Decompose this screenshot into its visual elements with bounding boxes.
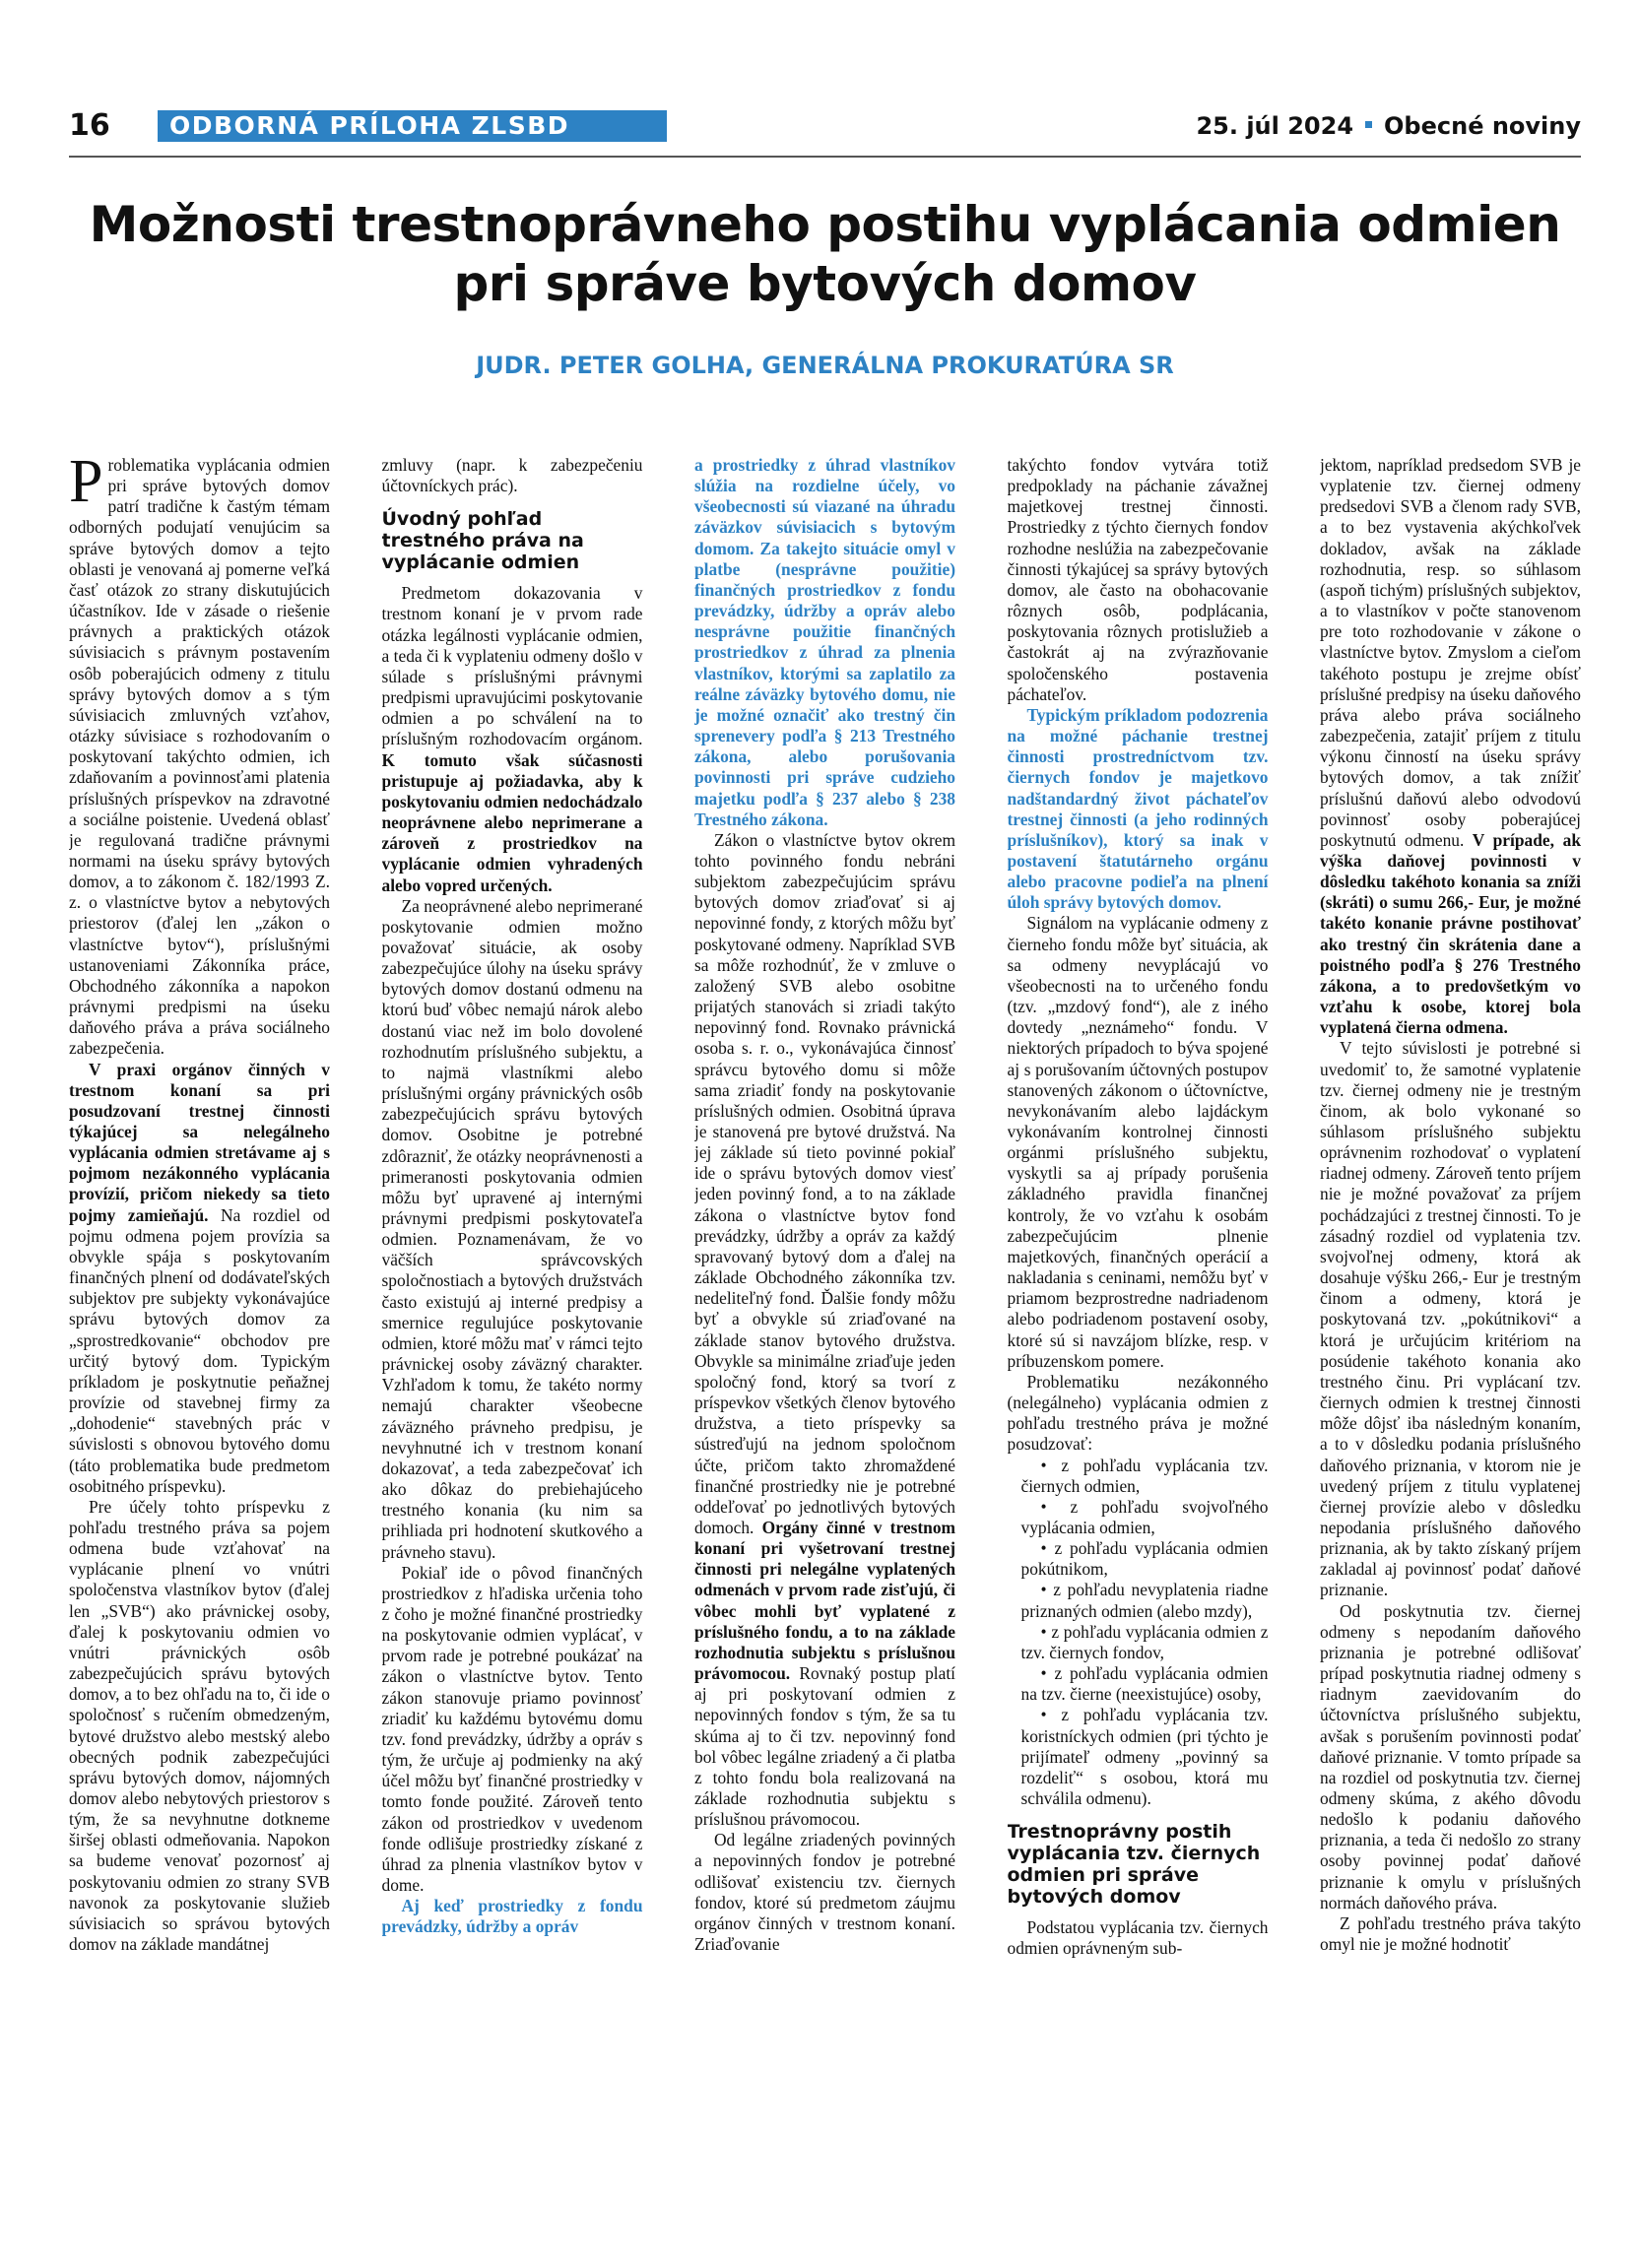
separator-square-icon [1365,121,1372,128]
highlighted-paragraph: Aj keď prostriedky z fondu prevádzky, údržby a opráv [381,1896,643,1937]
column-5 [1320,455,1581,2218]
paragraph: Od legálne zriadených povinných a nepovinných fondov je potrebné odlišovať existenciu tzv. čiernych fondov, ktoré sú predmetom záujmu orgánov činných v trestnom konaní. Zriaďovanie [694,1830,955,1955]
list-item: • z pohľadu svojvoľného vyplácania odmien, [1020,1496,1269,1537]
list-item: • z pohľadu vyplácania tzv. čiernych odmien, [1020,1455,1269,1496]
paragraph: takýchto fondov vytvára totiž predpoklady na páchanie závažnej majetkovej trestnej činnosti. Prostriedky z týchto čiernych fondov rozhodne neslúžia na zabezpečovanie činnosti týkajúcej sa správy bytových domov, ale často na obohacovanie rôznych osôb, podplácania, poskytovania rôznych protislužieb a častokrát aj na zvýrazňovanie spoločenského postavenia páchateľov. [1007,455,1269,704]
paragraph: Signálom na vyplácanie odmeny z čierneho fondu môže byť situácia, ak sa odmeny nevyplácajú vo všeobecnosti na to určeného fondu (tzv. „mzdový fond“), ale z iného dovtedy „neznámeho“ fondu. V niektorých prípadoch to býva spojené aj s porušovaním účtovných postupov stanovených zákonom o účtovníctve, nevykonávaním alebo lajdáckym vykonávaním kontrolnej činnosti orgánmi príslušného subjektu, vyskytli sa aj prípady porušenia základného pravidla finančnej kontroly, že vo vzťahu k osobám zabezpečujúcim plnenie majetkových, finančných operácií a nakladania s ceninami, nemôžu byť v priamom bezprostredne nadriadenom alebo podriadenom postavení osoby, ktoré sú si navzájom blízke, resp. v príbuzenskom pomere. [1007,913,1269,1371]
paragraph: Pokiaľ ide o pôvod finančných prostriedkov z hľadiska určenia toho z čoho je možné finančné prostriedky na poskytovanie odmien vyplácať, v prvom rade je potrebné poukázať na zákon o vlastníctve bytov. Tento zákon stanovuje priamo povinnosť zriadiť ku každému bytovému domu tzv. fond prevádzky, údržby a opráv s tým, že určuje aj podmienky na aký účel môžu byť finančné prostriedky v tomto fonde použité. Zároveň tento zákon od prostriedkov v uvedenom fonde odlišuje prostriedky získané z úhrad za plnenia vlastníkov bytov v dome. [381,1562,643,1895]
paragraph: zmluvy (napr. k zabezpečeniu účtovníckych prác). [381,455,643,496]
list-item: • z pohľadu vyplácania odmien pokútnikom, [1020,1538,1269,1580]
subheading: Úvodný pohľad trestného práva na vyplácanie odmien [381,508,584,574]
paragraph: V tejto súvislosti je potrebné si uvedomiť to, že samotné vyplatenie tzv. čiernej odmeny nie je trestným činom, ak bolo vykonané so súhlasom príslušného subjektu oprávnenim rozhodovať o vyplatení riadnej odmeny. Zároveň tento príjem nie je možné považovať za príjem pochádzajúci z trestnej činnosti. To je zásadný rozdiel od vyplatenia tzv. svojvoľnej odmeny, ktorá ak dosahuje výšku 266,- Eur je trestným činom a odmeny, ktorá je poskytovaná tzv. „pokútnikovi“ a ktorá je určujúcim kritériom na posúdenie takéhoto konania ako trestného činu. Pri vyplácaní tzv. čiernych odmien k trestnej činnosti môže dôjsť iba následným konaním, a to v dôsledku podania príslušného daňového priznania, v ktorom nie je uvedený príjem z titulu vyplatenej čiernej provízie alebo v dôsledku nepodania príslušného daňového priznania, ak by takto získaný príjem zakladal aj povinnosť podať daňové priznanie. [1320,1038,1581,1600]
issue-date: 25. júl 2024 [1196,112,1354,140]
column-3 [694,455,955,2218]
paragraph: Problematika vyplácania odmien pri správe bytových domov patrí tradične k častým témam odborných podujatí venujúcim sa správe bytových domov a tejto oblasti je venovaná aj pomerne veľká časť otázok zo strany diskutujúcich účastníkov. Ide v zásade o riešenie právnych a praktických otázok súvisiacich s právnym postavením osôb poberajúcich odmeny z titulu správy bytových domov a s tým súvisiacich zmluvných vzťahov, otázky súvisiace s rozhodovaním o poskytovaní takýchto odmien, ich zdaňovaním a povinnosťami platenia príslušných príspevkov na zdravotné a sociálne poistenie. Uvedená oblasť je regulovaná tradične právnymi normami na úseku správy bytových domov, a to zákonom č. 182/1993 Z. z. o vlastníctve bytov a nebytových priestorov (ďalej len „zákon o vlastníctve bytov“), príslušnými ustanoveniami Zákonníka práce, Obchodného zákonníka a napokon právnymi predpismi na úseku daňového práva a práva sociálneho zabezpečenia. [69,455,330,1059]
paragraph: Podstatou vyplácania tzv. čiernych odmien oprávneným sub- [1007,1917,1269,1959]
paragraph: jektom, napríklad predsedom SVB je vyplatenie tzv. čiernej odmeny predsedovi SVB a členom rady SVB, a to bez vystavenia akýchkoľvek dokladov, avšak na základe rozhodnutia, resp. so súhlasom (aspoň tichým) príslušných subjektov, a to vlastníkov v počte stanovenom pre toto rozhodovanie v zákone o vlastníctve bytov. Zmyslom a cieľom takéhoto postupu je zrejme obísť príslušné predpisy na úseku daňového práva alebo práva sociálneho zabezpečenia, zatajiť príjem z titulu výkonu činností na úseku správy bytových domov, a tak znížiť príslušnú daňovú alebo odvodovú povinnosť osoby poberajúcej poskytnutú odmenu. V prípade, ak výška daňovej povinnosti v dôsledku takéhoto konania sa zníži (skráti) o sumu 266,- Eur, je možné takéto konanie právne postihovať ako trestný čin skrátenia dane a poistného podľa § 276 Trestného zákona, a to predovšetkým vo vzťahu k osobe, ktorej bola vyplatená čierna odmena. [1320,455,1581,1038]
highlighted-paragraph: a prostriedky z úhrad vlastníkov slúžia na rozdielne účely, vo všeobecnosti sú viazané na úhradu záväzkov súvisiacich s bytovým domom. Za takejto situácie omyl v platbe (nesprávne použitie) finančných prostriedkov z fondu prevádzky, údržby a opráv alebo nesprávne použitie finančných prostriedkov z úhrad za plnenia vlastníkov, ktorými sa zaplatilo za reálne záväzky bytového domu, nie je možné označiť ako trestný čin sprenevery podľa § 213 Trestného zákona, alebo porušovania povinnosti pri správe cudzieho majetku podľa § 237 alebo § 238 Trestného zákona. [694,455,955,829]
publication-name: Obecné noviny [1384,112,1581,140]
paragraph: Problematiku nezákonného (nelegálneho) vyplácania odmien z pohľadu trestného práva je možné posudzovať: [1007,1371,1269,1455]
issue-info [1196,108,1581,144]
column-2 [382,455,643,2218]
section-banner: ODBORNÁ PRÍLOHA ZLSBD [158,110,667,142]
paragraph: Pre účely tohto príspevku z pohľadu trestného práva sa pojem odmena bude vzťahovať na vyplácanie plnení vo vnútri spoločenstva vlastníkov bytov (ďalej len „SVB“) ako právnickej osoby, ďalej k poskytovaniu odmien vo vnútri právnických osôb zabezpečujúcich správu bytových domov, a to bez ohľadu na to, či ide o spoločnosť s ručením obmedzeným, bytové družstvo alebo mestský alebo obecných podnik zabezpečujúci správu bytových domov, nájomných domov alebo nebytových priestorov s tým, že sa nevyhnutne dotkneme širšej oblasti odmeňovania. Napokon sa budeme venovať pozornosť aj poskytovaniu odmien zo strany SVB navonok za poskytovanie služieb súvisiacich so správou bytových domov na základe mandátnej [69,1496,330,1955]
paragraph: V praxi orgánov činných v trestnom konaní sa pri posudzovaní trestnej činnosti týkajúcej sa nelegálneho vyplácania odmien stretávame aj s pojmom nezákonného vyplácania provízií, pričom niekedy sa tieto pojmy zamieňajú. Na rozdiel od pojmu odmena pojem provízia sa obvykle spája s poskytovaním finančných plnení od dodávateľských subjektov pre subjekty vykonávajúce správu bytových domov za „sprostredkovanie“ obchodov pre určitý bytový dom. Typickým príkladom je poskytnutie peňažnej provízie od stavebnej firmy za „dohodenie“ stavebných prác v súvislosti s obnovou bytového domu (táto problematika bude predmetom osobitného príspevku). [69,1059,330,1496]
list-item: • z pohľadu vyplácania odmien na tzv. čierne (neexistujúce) osoby, [1020,1663,1269,1705]
header-rule [69,156,1581,158]
column-4 [1008,455,1269,2218]
article-body [69,455,1581,2218]
paragraph: Zákon o vlastníctve bytov okrem tohto povinného fondu nebráni subjektom zabezpečujúcim správu bytových domov zriaďovať si aj nepovinné fondy, z ktorých môžu byť poskytované odmeny. Napríklad SVB sa môže rozhodnúť, že v zmluve o založený SVB alebo osobitne prijatých stanovách si zriadi takýto nepovinný fond. Rovnako právnická osoba s. r. o., vykonávajúca činnosť správcu bytového domu si môže sama zriadiť fondy na poskytovanie príslušných odmien. Osobitná úprava je stanovená pre bytové družstvá. Na jej základe sú tieto povinné pokiaľ ide o správu bytových domov viesť jeden povinný fond, a to na základe zákona o vlastníctve bytov fond prevádzky, údržby a opráv za každý spravovaný bytový dom a ďalej na základe Obchodného zákonníka tzv. nedeliteľný fond. Ďalšie fondy môžu byť a obvykle sú zriaďované na základe stanov bytového družstva. Obvykle sa minimálne zriaďuje jeden spoločný fond, ktorý sa tvorí z príspevkov všetkých členov bytového družstva, a tieto príspevky sa sústreďujú na jednom spoločnom účte, pričom takto zhromaždené finančné prostriedky nie je potrebné oddeľovať po jednotlivých bytových domoch. Orgány činné v trestnom konaní pri vyšetrovaní trestnej činnosti pri nelegálne vyplatených odmenách v prvom rade zisťujú, či vôbec mohli byť vyplatené z príslušného fondu, a to na základe rozhodnutia subjektu s príslušnou právomocou. Rovnaký postup platí aj pri poskytovaní odmien z nepovinných fondov s tým, že sa tu skúma aj to či tzv. nepovinný fond bol vôbec legálne zriadený a či platba z tohto fondu bola realizovaná na základe rozhodnutia subjektu s príslušnou právomocou. [694,829,955,1830]
paragraph: Za neoprávnené alebo neprimerané poskytovanie odmien možno považovať situácie, ak osoby zabezpečujúce úlohy na úseku správy bytových domov dostanú odmenu na ktorú buď vôbec nemajú nárok alebo dostanú viac než im bolo dovolené rozhodnutím príslušného subjektu, a to najmä vlastníkmi alebo príslušnými orgány právnických osôb zabezpečujúcich správu bytových domov. Osobitne je potrebné zdôrazniť, že otázky neoprávnenosti a primeranosti poskytovania odmien môžu byť upravené aj internými právnymi predpismi poskytovateľa odmien. Poznamenávam, že vo väčších správcovských spoločnostiach a bytových družstvách často existujú aj interné predpisy a smernice regulujúce poskytovanie odmien, ktoré môžu mať v rámci tejto právnickej osoby záväzný charakter. Vzhľadom k tomu, že takéto normy nemajú charakter všeobecne záväzného právneho predpisu, je nevyhnutné ich v trestnom konaní dokazovať, a teda zabezpečovať ich ako dôkaz do prebiehajúceho trestného konania (ku nim sa prihliada pri hodnotení skutkového a právneho stavu). [381,895,643,1562]
paragraph: Od poskytnutia tzv. čiernej odmeny s nepodaním daňového priznania je potrebné odlišovať prípad poskytnutia riadnej odmeny s riadnym zaevidovaním do účtovníctva príslušného subjektu, avšak s porušením povinnosti podať daňové priznanie. V tomto prípade sa na rozdiel od poskytnutia tzv. čiernej odmeny skúma, z akého dôvodu nedošlo k podaniu daňového priznania, a teda či nedošlo zo strany osoby povinnej podať daňové priznanie k omylu v príslušných normách daňového práva. [1320,1600,1581,1912]
article-title: Možnosti trestnoprávneho postihu vyplácania odmien pri správe bytových domov [89,196,1561,312]
page-number: 16 [69,108,110,143]
drop-cap: P [69,455,103,515]
subheading: Trestnoprávny postih vyplácania tzv. čiernych odmien pri správe bytových domov [1007,1821,1261,1909]
page-header [69,106,1581,146]
list-item: • z pohľadu nevyplatenia riadne priznaných odmien (alebo mzdy), [1020,1580,1269,1621]
list-item: • z pohľadu vyplácania odmien z tzv. čiernych fondov, [1020,1621,1269,1662]
list-item: • z pohľadu vyplácania tzv. koristníckych odmien (pri týchto je prijímateľ odmeny „povinný sa rozdeliť“ s osobou, ktorá mu schválila odmenu). [1020,1705,1269,1808]
bullet-list [1008,1456,1269,1810]
paragraph: Predmetom dokazovania v trestnom konaní je v prvom rade otázka legálnosti vyplácanie odmien, a teda či k vyplateniu odmeny došlo v súlade s príslušnými právnymi predpismi upravujúcimi poskytovanie odmien a po schválení na to príslušným rozhodovacím orgánom. K tomuto však súčasnosti pristupuje aj požiadavka, aby k poskytovaniu odmien nedochádzalo neoprávnene alebo neprimerane a zároveň z prostriedkov na vyplácanie odmien vyhradených alebo vopred určených. [381,583,643,895]
article-author: JUDR. PETER GOLHA, GENERÁLNA PROKURATÚRA SR [476,352,1174,379]
paragraph: Z pohľadu trestného práva takýto omyl nie je možné hodnotiť [1320,1912,1581,1955]
highlighted-paragraph: Typickým príkladom podozrenia na možné páchanie trestnej činnosti prostredníctvom tzv. čiernych fondov je majetkovo nadštandardný život páchateľov trestnej činnosti (a jeho rodinných príslušníkov), ktorý sa inak v postavení štatutárneho orgánu alebo pracovne podieľa na plnení úloh správy bytových domov. [1007,704,1269,913]
column-1 [69,455,330,2218]
